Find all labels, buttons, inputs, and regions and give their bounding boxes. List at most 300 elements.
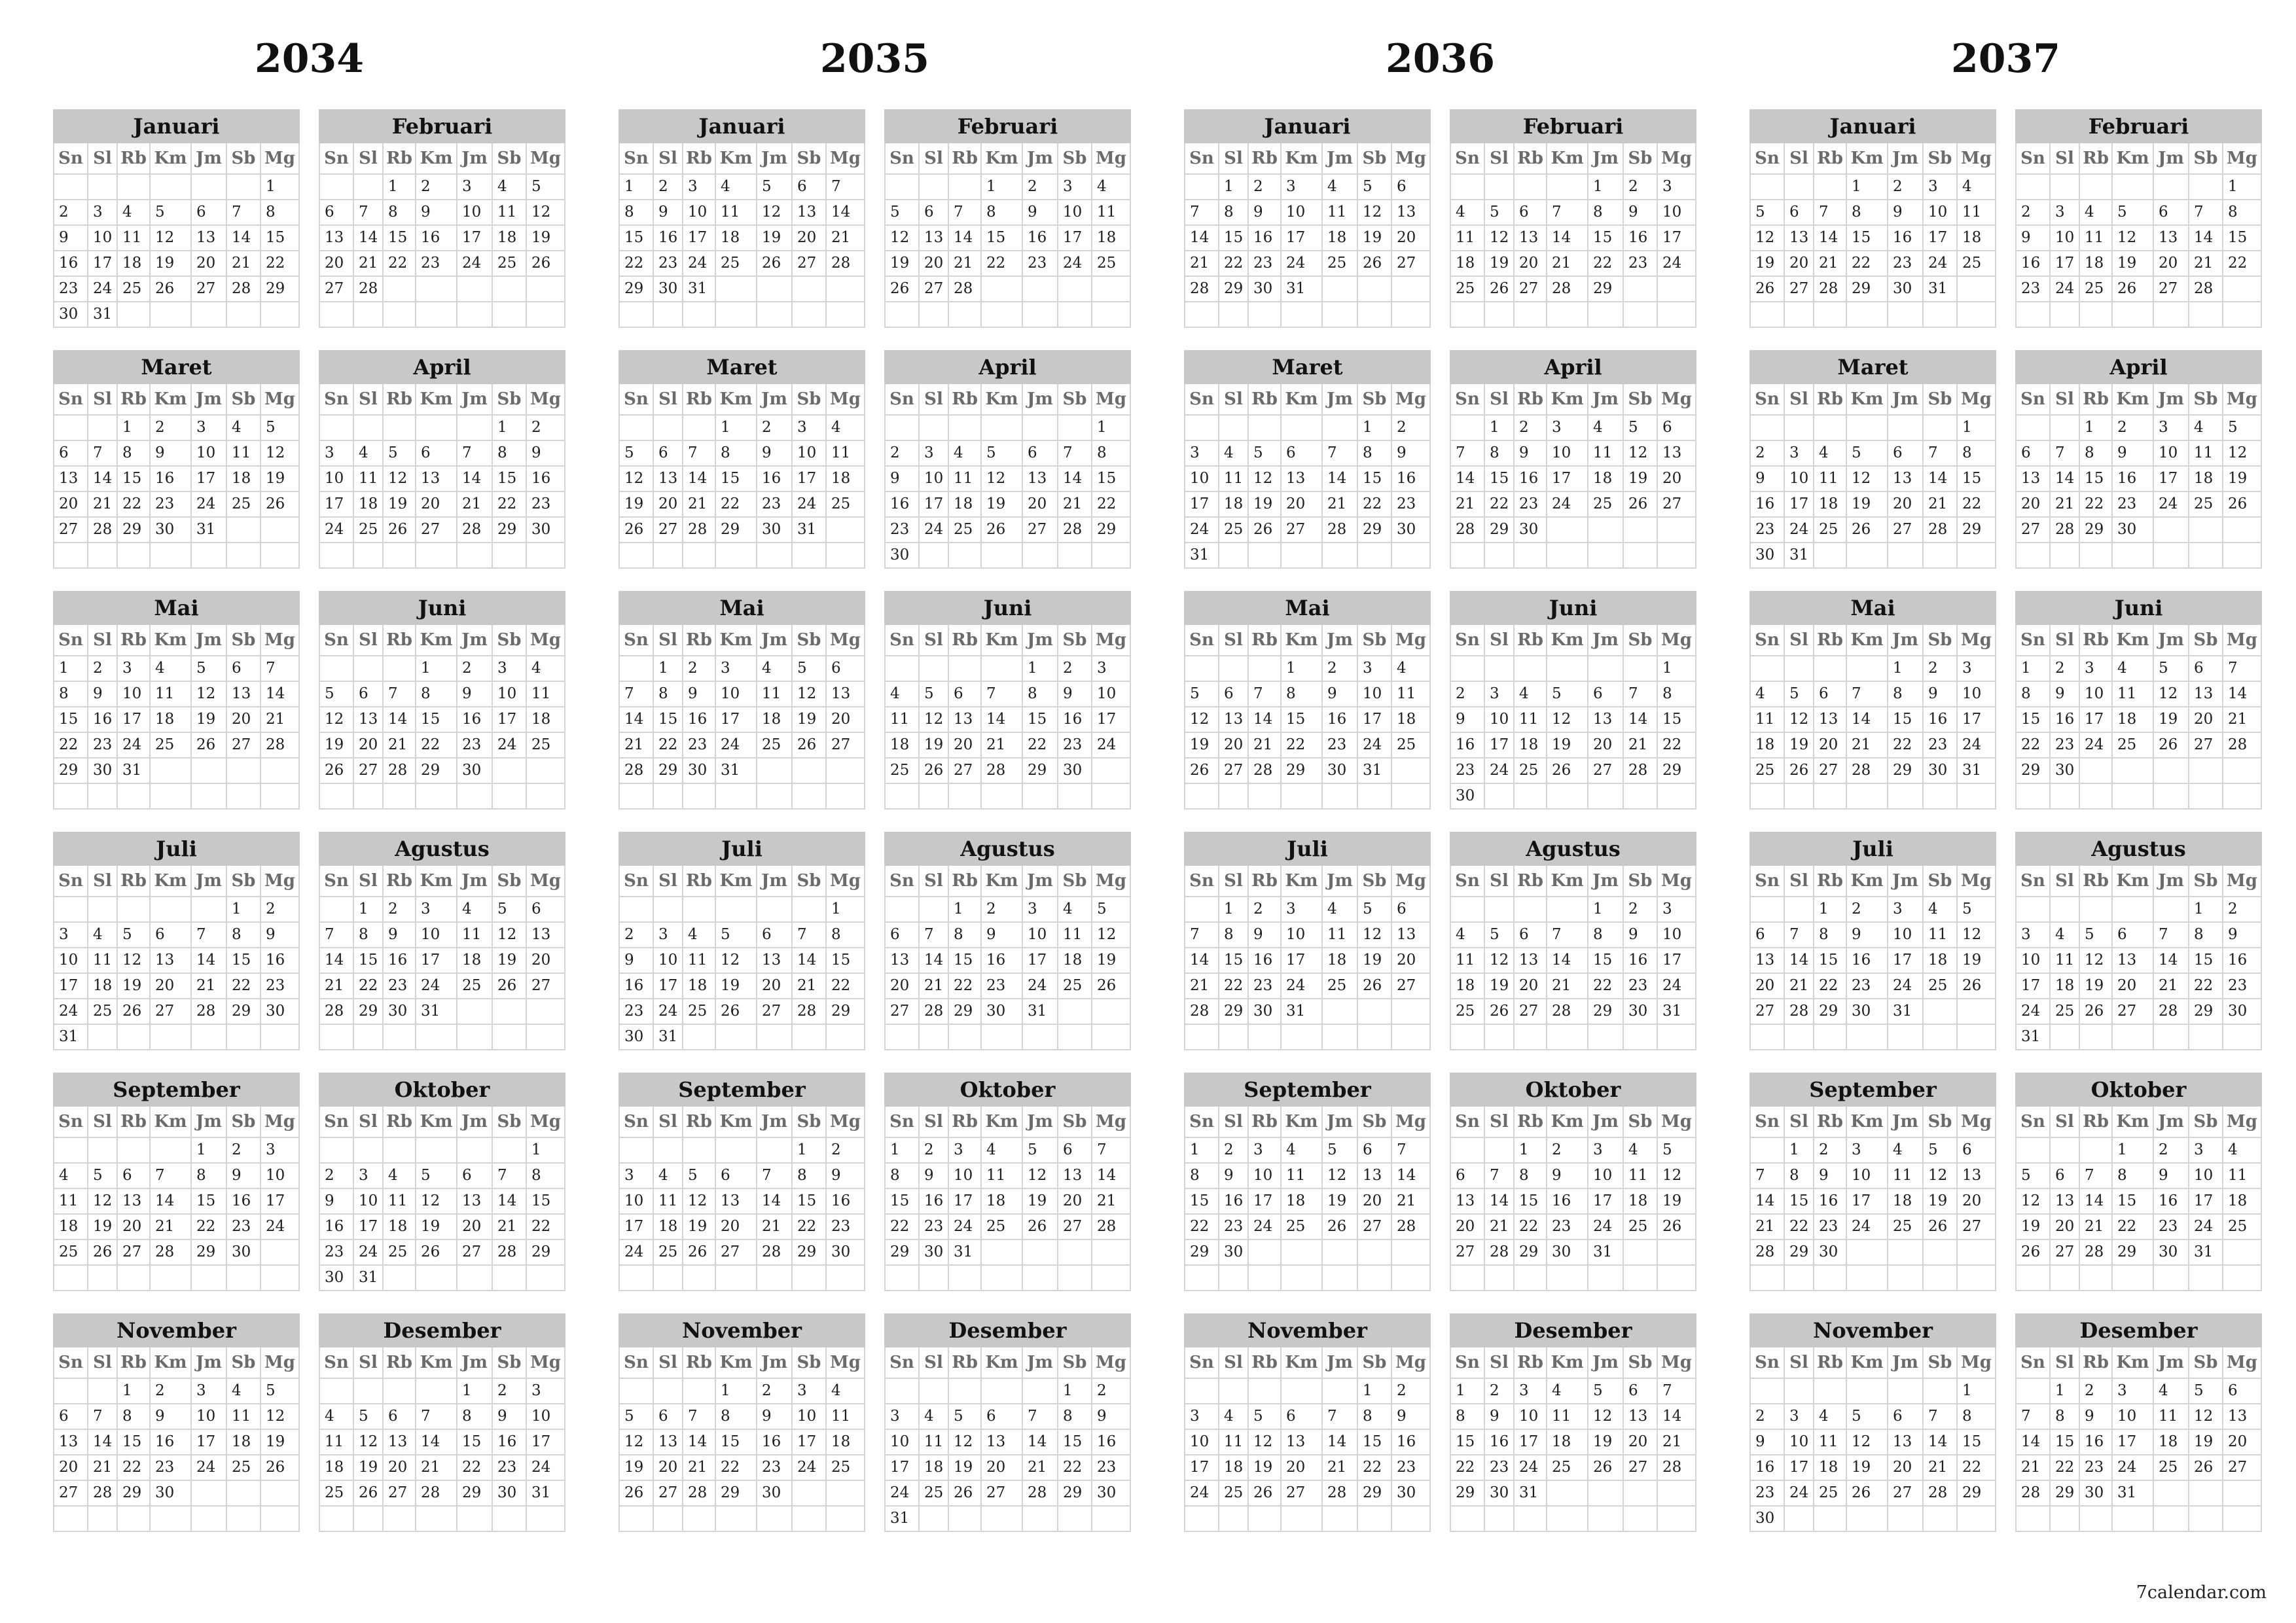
- empty-day-cell: [527, 1025, 565, 1050]
- month-calendar: [319, 1073, 565, 1291]
- empty-day-cell: [1515, 1266, 1547, 1291]
- empty-day-cell: [384, 543, 416, 569]
- day-cell: 18: [118, 251, 151, 277]
- weekday-header: Sn: [1185, 625, 1219, 656]
- day-cell: 29: [1358, 1481, 1392, 1507]
- month-calendar: [53, 591, 300, 810]
- day-cell: 3: [1058, 175, 1092, 200]
- day-cell: 30: [151, 1481, 192, 1507]
- week-row: [1450, 707, 1696, 733]
- day-cell: 23: [2154, 1215, 2189, 1240]
- week-row: [319, 467, 565, 492]
- day-cell: 22: [227, 974, 261, 999]
- weekday-header: Jm: [1023, 1347, 1058, 1379]
- empty-day-cell: [949, 1025, 982, 1050]
- weekday-header: Km: [1282, 384, 1323, 416]
- day-cell: 15: [1814, 948, 1847, 974]
- weekday-header: Mg: [2223, 384, 2262, 416]
- day-cell: 16: [1392, 1430, 1431, 1455]
- day-cell: 11: [1814, 1430, 1847, 1455]
- empty-day-cell: [886, 175, 920, 200]
- empty-day-cell: [1547, 1266, 1588, 1291]
- weekday-header: Sl: [354, 1107, 384, 1138]
- day-cell: 31: [716, 758, 757, 784]
- day-cell: 12: [949, 1430, 982, 1455]
- day-cell: 10: [493, 682, 527, 707]
- empty-day-cell: [493, 1507, 527, 1532]
- empty-day-cell: [1515, 543, 1547, 569]
- empty-day-cell: [949, 784, 982, 810]
- empty-day-cell: [2223, 784, 2262, 810]
- empty-day-cell: [1958, 543, 1996, 569]
- day-cell: 1: [716, 416, 757, 441]
- empty-day-cell: [457, 1507, 493, 1532]
- day-cell: 8: [1023, 682, 1058, 707]
- day-cell: 20: [354, 733, 384, 758]
- empty-day-cell: [757, 1138, 793, 1164]
- week-row: [1450, 1025, 1696, 1050]
- empty-day-cell: [1485, 1266, 1515, 1291]
- day-cell: 14: [2080, 1189, 2113, 1215]
- day-cell: 15: [1588, 948, 1624, 974]
- day-cell: 24: [1888, 974, 1924, 999]
- weekday-row: [1749, 625, 1996, 656]
- empty-day-cell: [1924, 1025, 1958, 1050]
- day-cell: 3: [1658, 897, 1696, 923]
- day-cell: 11: [1451, 948, 1485, 974]
- day-cell: 14: [192, 948, 227, 974]
- empty-day-cell: [1547, 1481, 1588, 1507]
- day-cell: 25: [1392, 733, 1431, 758]
- day-cell: 19: [354, 1455, 384, 1481]
- empty-day-cell: [949, 656, 982, 682]
- day-cell: 17: [1785, 492, 1814, 518]
- day-cell: 1: [716, 1379, 757, 1404]
- empty-day-cell: [1785, 416, 1814, 441]
- week-row: [619, 416, 865, 441]
- week-row: [2015, 784, 2262, 810]
- day-cell: 4: [1219, 1404, 1249, 1430]
- empty-day-cell: [1249, 302, 1282, 328]
- day-cell: 18: [1814, 1455, 1847, 1481]
- day-cell: 23: [1847, 974, 1888, 999]
- day-cell: 5: [1658, 1138, 1696, 1164]
- day-cell: 15: [354, 948, 384, 974]
- weekday-header: Jm: [1023, 625, 1058, 656]
- weekday-header: Sn: [1451, 866, 1485, 897]
- empty-day-cell: [1023, 1507, 1058, 1532]
- empty-day-cell: [1847, 656, 1888, 682]
- weekday-header: Km: [151, 625, 192, 656]
- empty-day-cell: [2080, 1266, 2113, 1291]
- day-cell: 24: [1658, 974, 1696, 999]
- empty-day-cell: [1023, 277, 1058, 302]
- month-calendar: [619, 1073, 865, 1291]
- weekday-header: Sl: [88, 866, 118, 897]
- day-cell: 12: [1751, 226, 1785, 251]
- week-row: [619, 200, 865, 226]
- empty-day-cell: [1785, 1379, 1814, 1404]
- day-cell: 11: [320, 1430, 354, 1455]
- day-cell: 2: [1249, 175, 1282, 200]
- empty-day-cell: [1751, 1379, 1785, 1404]
- day-cell: 1: [118, 416, 151, 441]
- day-cell: 27: [1358, 1215, 1392, 1240]
- day-cell: 26: [1323, 1215, 1358, 1240]
- day-cell: 11: [1058, 923, 1092, 948]
- day-cell: 1: [192, 1138, 227, 1164]
- day-cell: 24: [1249, 1215, 1282, 1240]
- day-cell: 14: [1785, 948, 1814, 974]
- site-credit: 7calendar.com: [2136, 1582, 2267, 1603]
- day-cell: 25: [384, 1240, 416, 1266]
- empty-day-cell: [2113, 758, 2154, 784]
- weekday-header: Sl: [354, 1347, 384, 1379]
- day-cell: 3: [416, 897, 457, 923]
- empty-day-cell: [151, 543, 192, 569]
- day-cell: 27: [1515, 277, 1547, 302]
- week-row: [2015, 1240, 2262, 1266]
- weekday-header: Rb: [2080, 625, 2113, 656]
- day-cell: 16: [2051, 707, 2080, 733]
- empty-day-cell: [793, 1481, 827, 1507]
- weekday-header: Sn: [2017, 143, 2051, 175]
- day-cell: 22: [118, 492, 151, 518]
- day-cell: 5: [683, 1164, 716, 1189]
- day-cell: 10: [354, 1189, 384, 1215]
- day-cell: 15: [1451, 1430, 1485, 1455]
- empty-day-cell: [827, 1481, 865, 1507]
- empty-day-cell: [1358, 1507, 1392, 1532]
- empty-day-cell: [1392, 1507, 1431, 1532]
- empty-day-cell: [1323, 784, 1358, 810]
- weekday-header: Mg: [1392, 143, 1431, 175]
- day-cell: 27: [982, 1481, 1023, 1507]
- day-cell: 17: [192, 1430, 227, 1455]
- day-cell: 6: [716, 1164, 757, 1189]
- weekday-row: [319, 1107, 565, 1138]
- weekday-header: Mg: [527, 143, 565, 175]
- weekday-row: [1749, 866, 1996, 897]
- day-cell: 2: [1888, 175, 1924, 200]
- empty-day-cell: [982, 1025, 1023, 1050]
- day-cell: 12: [192, 682, 227, 707]
- day-cell: 14: [949, 226, 982, 251]
- weekday-row: [53, 866, 300, 897]
- day-cell: 23: [88, 733, 118, 758]
- empty-day-cell: [1658, 277, 1696, 302]
- day-cell: 20: [1219, 733, 1249, 758]
- day-cell: 28: [1751, 1240, 1785, 1266]
- weekday-header: Sl: [354, 384, 384, 416]
- day-cell: 25: [1058, 974, 1092, 999]
- day-cell: 9: [493, 1404, 527, 1430]
- day-cell: 26: [1249, 1481, 1282, 1507]
- week-row: [1184, 1025, 1431, 1050]
- day-cell: 10: [2051, 226, 2080, 251]
- weekday-header: Mg: [1958, 625, 1996, 656]
- empty-day-cell: [354, 656, 384, 682]
- day-cell: 30: [2113, 518, 2154, 543]
- day-cell: 13: [118, 1189, 151, 1215]
- weekday-header: Km: [716, 384, 757, 416]
- week-row: [1184, 682, 1431, 707]
- day-cell: 15: [118, 467, 151, 492]
- day-cell: 25: [88, 999, 118, 1025]
- day-cell: 7: [1185, 923, 1219, 948]
- weekday-header: Sn: [2017, 1347, 2051, 1379]
- day-cell: 22: [1958, 1455, 1996, 1481]
- empty-day-cell: [384, 1266, 416, 1291]
- weekday-header: Mg: [1392, 625, 1431, 656]
- day-cell: 7: [1323, 441, 1358, 467]
- day-cell: 12: [1624, 441, 1658, 467]
- day-cell: 31: [683, 277, 716, 302]
- day-cell: 17: [2154, 467, 2189, 492]
- day-cell: 27: [1888, 518, 1924, 543]
- day-cell: 8: [1958, 441, 1996, 467]
- week-row: [1749, 733, 1996, 758]
- day-cell: 18: [2154, 1430, 2189, 1455]
- empty-day-cell: [793, 302, 827, 328]
- empty-day-cell: [1249, 784, 1282, 810]
- week-row: [619, 1430, 865, 1455]
- weekday-header: Mg: [527, 384, 565, 416]
- day-cell: 28: [1185, 999, 1219, 1025]
- day-cell: 17: [1282, 226, 1323, 251]
- weekday-header: Mg: [527, 866, 565, 897]
- weekday-header: Km: [982, 866, 1023, 897]
- weekday-header: Km: [151, 1107, 192, 1138]
- day-cell: 7: [1547, 923, 1588, 948]
- day-cell: 3: [320, 441, 354, 467]
- empty-day-cell: [2051, 175, 2080, 200]
- day-cell: 3: [1092, 656, 1131, 682]
- empty-day-cell: [527, 1266, 565, 1291]
- year-block: [1184, 0, 1696, 1544]
- day-cell: 23: [1249, 974, 1282, 999]
- day-cell: 27: [886, 999, 920, 1025]
- empty-day-cell: [493, 1025, 527, 1050]
- weekday-header: Sb: [793, 1347, 827, 1379]
- week-row: [53, 784, 300, 810]
- empty-day-cell: [654, 302, 683, 328]
- day-cell: 2: [416, 175, 457, 200]
- empty-day-cell: [1282, 302, 1323, 328]
- day-cell: 21: [1658, 1430, 1696, 1455]
- weekday-header: Km: [1547, 143, 1588, 175]
- years-row: [53, 0, 2262, 1544]
- empty-day-cell: [2080, 302, 2113, 328]
- empty-day-cell: [920, 175, 949, 200]
- empty-day-cell: [1023, 1266, 1058, 1291]
- day-cell: 28: [1785, 999, 1814, 1025]
- day-cell: 4: [1219, 441, 1249, 467]
- day-cell: 26: [683, 1240, 716, 1266]
- day-cell: 12: [151, 226, 192, 251]
- week-row: [53, 467, 300, 492]
- month-calendar: [1749, 591, 1996, 810]
- week-row: [319, 1138, 565, 1164]
- weekday-header: Sb: [1624, 1347, 1658, 1379]
- day-cell: 20: [1888, 492, 1924, 518]
- day-cell: 27: [1219, 758, 1249, 784]
- week-row: [53, 1189, 300, 1215]
- day-cell: 27: [1023, 518, 1058, 543]
- week-row: [884, 200, 1131, 226]
- weekday-header: Sb: [227, 866, 261, 897]
- weekday-row: [884, 1347, 1131, 1379]
- weekday-header: Km: [716, 143, 757, 175]
- day-cell: 4: [2051, 923, 2080, 948]
- month-name: April: [319, 350, 565, 384]
- day-cell: 14: [2189, 226, 2223, 251]
- day-cell: 20: [1785, 251, 1814, 277]
- day-cell: 16: [384, 948, 416, 974]
- empty-day-cell: [54, 1266, 88, 1291]
- weekday-header: Sn: [886, 1107, 920, 1138]
- day-cell: 15: [1219, 948, 1249, 974]
- day-cell: 30: [620, 1025, 654, 1050]
- day-cell: 7: [1785, 923, 1814, 948]
- day-cell: 9: [320, 1189, 354, 1215]
- day-cell: 4: [1814, 441, 1847, 467]
- day-cell: 15: [227, 948, 261, 974]
- day-cell: 5: [527, 175, 565, 200]
- day-cell: 13: [1814, 707, 1847, 733]
- day-cell: 26: [2080, 999, 2113, 1025]
- empty-day-cell: [1282, 1025, 1323, 1050]
- empty-day-cell: [1547, 784, 1588, 810]
- day-cell: 13: [1219, 707, 1249, 733]
- month-name: Januari: [619, 109, 865, 143]
- weekday-header: Rb: [2080, 143, 2113, 175]
- day-cell: 15: [793, 1189, 827, 1215]
- day-cell: 27: [827, 733, 865, 758]
- day-cell: 22: [1185, 1215, 1219, 1240]
- day-cell: 27: [1785, 277, 1814, 302]
- weekday-header: Km: [1547, 384, 1588, 416]
- month-name: Juni: [1450, 591, 1696, 625]
- empty-day-cell: [793, 1266, 827, 1291]
- week-row: [1184, 1266, 1431, 1291]
- day-cell: 11: [1888, 1164, 1924, 1189]
- day-cell: 29: [949, 999, 982, 1025]
- weekday-header: Sn: [2017, 866, 2051, 897]
- day-cell: 9: [2051, 682, 2080, 707]
- day-cell: 7: [2154, 923, 2189, 948]
- year-title: 2037: [1951, 36, 2060, 82]
- week-row: [1749, 682, 1996, 707]
- week-row: [1749, 948, 1996, 974]
- week-row: [53, 1507, 300, 1532]
- month-calendar: [53, 1073, 300, 1291]
- day-cell: 30: [1058, 758, 1092, 784]
- day-cell: 7: [1023, 1404, 1058, 1430]
- day-cell: 15: [416, 707, 457, 733]
- day-cell: 29: [527, 1240, 565, 1266]
- empty-day-cell: [1058, 543, 1092, 569]
- day-cell: 3: [527, 1379, 565, 1404]
- day-cell: 27: [320, 277, 354, 302]
- day-cell: 18: [1219, 492, 1249, 518]
- day-cell: 14: [2051, 467, 2080, 492]
- empty-day-cell: [1624, 1507, 1658, 1532]
- week-row: [619, 1404, 865, 1430]
- day-cell: 29: [2017, 758, 2051, 784]
- empty-day-cell: [1588, 1025, 1624, 1050]
- empty-day-cell: [457, 543, 493, 569]
- empty-day-cell: [227, 1025, 261, 1050]
- week-row: [53, 492, 300, 518]
- month-calendar: [2015, 1313, 2262, 1532]
- day-cell: 9: [1751, 467, 1785, 492]
- month-name: Februari: [1450, 109, 1696, 143]
- week-row: [1450, 974, 1696, 999]
- year-title: 2034: [255, 36, 364, 82]
- day-cell: 16: [827, 1189, 865, 1215]
- day-cell: 24: [493, 733, 527, 758]
- week-row: [619, 1189, 865, 1215]
- day-cell: 30: [227, 1240, 261, 1266]
- weekday-row: [2015, 866, 2262, 897]
- week-row: [884, 1240, 1131, 1266]
- empty-day-cell: [1092, 1507, 1131, 1532]
- empty-day-cell: [1785, 175, 1814, 200]
- day-cell: 7: [192, 923, 227, 948]
- day-cell: 29: [2051, 1481, 2080, 1507]
- empty-day-cell: [982, 416, 1023, 441]
- day-cell: 29: [793, 1240, 827, 1266]
- month-name: Oktober: [1450, 1073, 1696, 1107]
- day-cell: 8: [1814, 923, 1847, 948]
- day-cell: 13: [1392, 923, 1431, 948]
- months-grid: [1749, 109, 2262, 1532]
- day-cell: 4: [716, 175, 757, 200]
- weekday-header: Sl: [1785, 1107, 1814, 1138]
- day-cell: 30: [1624, 999, 1658, 1025]
- day-cell: 3: [654, 923, 683, 948]
- day-cell: 27: [54, 518, 88, 543]
- weekday-header: Sl: [2051, 625, 2080, 656]
- week-row: [1450, 1430, 1696, 1455]
- month-name: September: [1184, 1073, 1431, 1107]
- weekday-row: [1184, 625, 1431, 656]
- day-cell: 25: [683, 999, 716, 1025]
- day-cell: 1: [2189, 897, 2223, 923]
- day-cell: 30: [1888, 277, 1924, 302]
- empty-day-cell: [1847, 1507, 1888, 1532]
- empty-day-cell: [1624, 543, 1658, 569]
- empty-day-cell: [1219, 416, 1249, 441]
- day-cell: 11: [1219, 1430, 1249, 1455]
- empty-day-cell: [457, 1025, 493, 1050]
- day-cell: 17: [1358, 707, 1392, 733]
- day-cell: 23: [1485, 1455, 1515, 1481]
- weekday-header: Sb: [793, 866, 827, 897]
- week-row: [1749, 974, 1996, 999]
- empty-day-cell: [1092, 277, 1131, 302]
- week-row: [319, 948, 565, 974]
- week-row: [619, 1507, 865, 1532]
- day-cell: 27: [1282, 518, 1323, 543]
- empty-day-cell: [1924, 784, 1958, 810]
- day-cell: 31: [1185, 543, 1219, 569]
- day-cell: 27: [151, 999, 192, 1025]
- day-cell: 16: [1751, 1455, 1785, 1481]
- week-row: [319, 1164, 565, 1189]
- day-cell: 15: [620, 226, 654, 251]
